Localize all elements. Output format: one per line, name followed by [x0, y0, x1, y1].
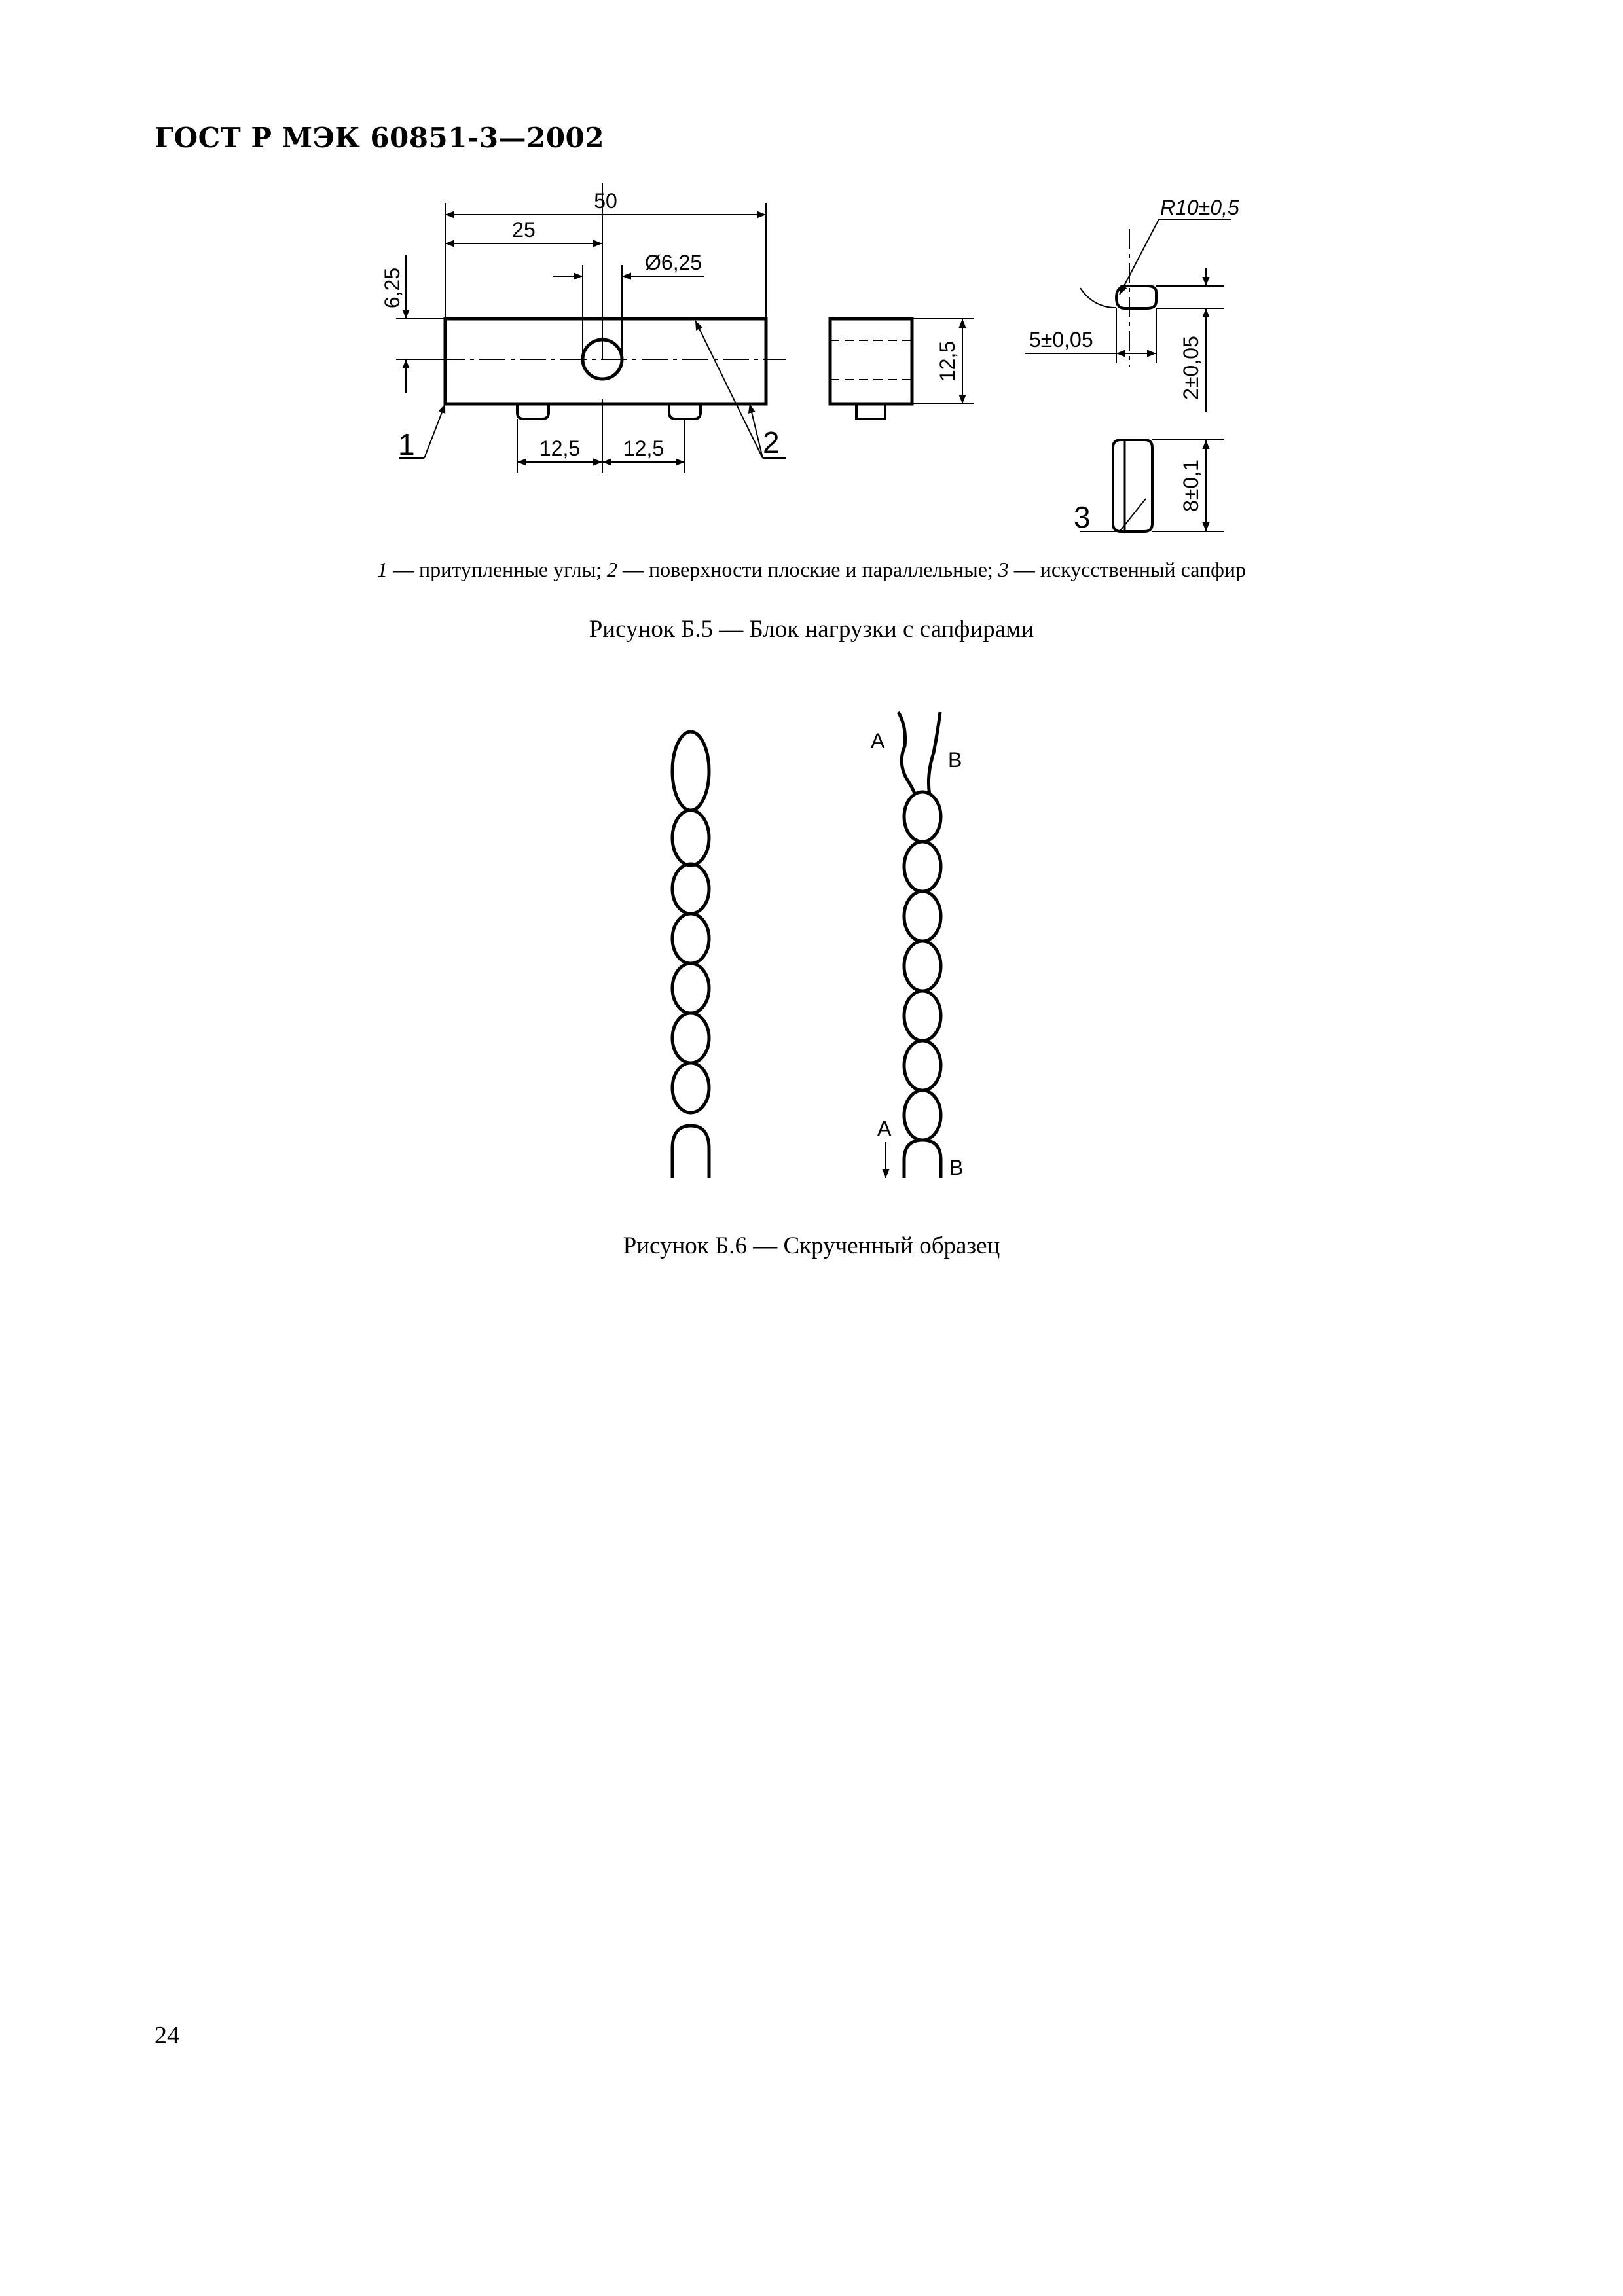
legend-text-3: — искусственный сапфир — [1008, 558, 1246, 581]
dim-pin-spacing-left: 12,5 — [539, 437, 581, 460]
dim-length: 50 — [594, 189, 617, 213]
legend-text-1: — притупленные углы; — [388, 558, 607, 581]
dim-radius: R10±0,5 — [1160, 196, 1239, 219]
legend-num-2: 2 — [606, 558, 617, 581]
dim-sapphire-width: 5±0,05 — [1029, 328, 1093, 351]
dim-sapphire-height: 2±0,05 — [1179, 336, 1203, 400]
twisted-specimen-right — [898, 712, 941, 1178]
label-a-bottom: A — [877, 1117, 892, 1140]
label-a-top: A — [871, 729, 885, 753]
callout-2: 2 — [763, 425, 780, 459]
figure-b5-caption: Рисунок Б.5 — Блок нагрузки с сапфирами — [589, 616, 1034, 643]
sapphire-detail-bottom — [1080, 440, 1224, 531]
dim-pin-spacing-right: 12,5 — [623, 437, 665, 460]
figure-b5-legend — [0, 558, 1623, 582]
callout-3: 3 — [1074, 500, 1091, 534]
page-number: 24 — [155, 2022, 179, 2049]
standard-header: ГОСТ Р МЭК 60851-3—2002 — [155, 122, 604, 154]
dim-sapphire-length: 8±0,1 — [1179, 459, 1203, 512]
legend-text-2: — поверхности плоские и параллельные; — [617, 558, 998, 581]
legend-num-3: 3 — [998, 558, 1009, 581]
legend-num-1: 1 — [377, 558, 388, 581]
callout-1: 1 — [398, 427, 415, 461]
dim-half-length: 25 — [512, 218, 536, 242]
dim-hole-offset: 6,25 — [380, 267, 404, 309]
dim-hole-diameter: Ø6,25 — [645, 251, 702, 274]
figure-b6-caption: Рисунок Б.6 — Скрученный образец — [623, 1232, 1000, 1259]
twisted-specimen-left — [672, 732, 709, 1178]
dim-block-height: 12,5 — [936, 340, 959, 382]
label-b-bottom: B — [949, 1156, 964, 1179]
load-block-front-view — [396, 183, 786, 473]
label-b-top: B — [948, 748, 962, 772]
